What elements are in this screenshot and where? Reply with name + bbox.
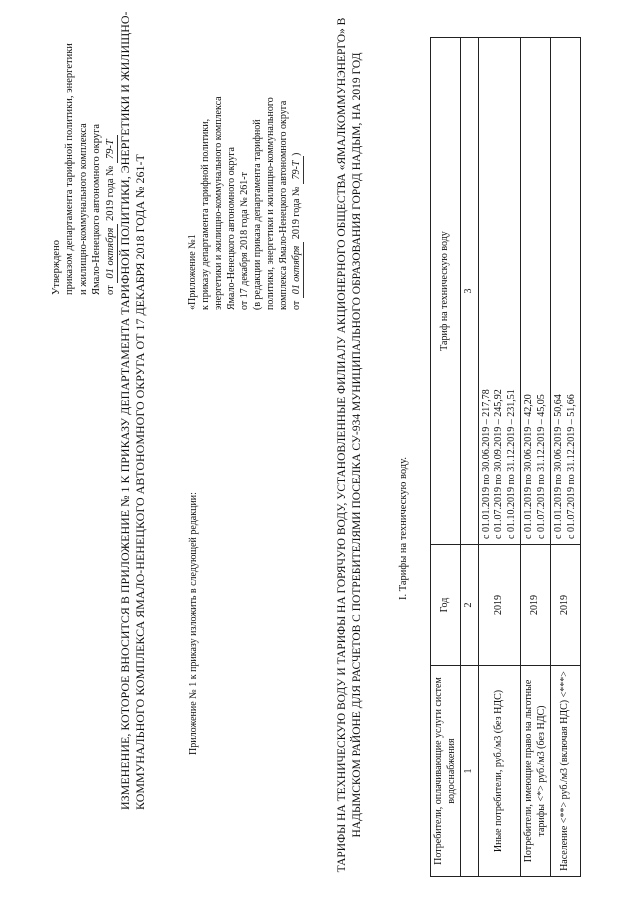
appendix-close: ) — [291, 152, 302, 157]
appendix-number-handwritten: 79-Т — [290, 156, 304, 184]
appendix-line: к приказу департамента тарифной политики, — [200, 118, 211, 310]
approval-date-line — [104, 15, 118, 295]
table-row — [478, 38, 521, 877]
table-number-row — [461, 38, 479, 877]
approval-date-handwritten: 01 октября — [104, 224, 118, 283]
appendix-date-year: 2019 года № — [291, 186, 302, 240]
table-row — [521, 38, 551, 877]
col-number: 1 — [461, 666, 479, 877]
approval-line: и жилищно-коммунального комплекса — [77, 123, 89, 295]
appendix-date-prefix: от — [291, 300, 302, 310]
tariff-line: с 01.07.2019 по 31.12.2019 – 51,66 — [565, 394, 577, 539]
appendix-line: (в редакции приказа департамента тарифной — [252, 119, 263, 310]
tariffs-table — [430, 37, 581, 877]
intro-text: Приложение № 1 к приказу изложить в следующей редакции: — [188, 492, 199, 755]
approval-line: приказом департамента тарифной политики, энергетики — [64, 43, 76, 295]
row-consumer: Иные потребители, руб./м3 (без НДС) — [478, 666, 521, 877]
appendix-line: комплекса Ямало-Ненецкого автономного округа — [278, 100, 289, 310]
appendix-block — [186, 10, 304, 310]
appendix-line: «Приложение №1 — [187, 234, 198, 310]
approval-date-prefix: от — [104, 285, 116, 295]
row-consumer: Население <**> руб./м3 (включая НДС) <***> — [551, 666, 581, 877]
tariff-line: с 01.01.2019 по 30.06.2019 – 42,20 — [523, 394, 534, 539]
table-header-row — [431, 38, 461, 877]
col-number: 3 — [461, 38, 479, 545]
tariff-line: с 01.01.2019 по 30.06.2019 – 50,64 — [553, 394, 564, 539]
row-tariffs — [551, 38, 581, 545]
tariff-line: с 01.07.2019 по 30.09.2019 – 245,92 — [493, 389, 504, 539]
header-year: Год — [431, 545, 461, 666]
header-consumers: Потребители, оплачивающие услуги систем водоснабжения — [431, 666, 461, 877]
header-tariff: Тариф на техническую воду — [431, 38, 461, 545]
appendix-line: энергетики и жилищно-коммунального комплекса — [213, 96, 224, 310]
appendix-line: политики, энергетики и жилищно-коммунального — [265, 97, 276, 310]
approval-line: Утверждено — [51, 240, 62, 295]
tariff-line: с 01.01.2019 по 30.06.2019 – 217,78 — [480, 389, 492, 539]
approval-stamp-block — [50, 15, 118, 295]
section-title: I. Тарифы на техническую воду. — [398, 457, 409, 600]
appendix-date-handwritten: 01 октября — [290, 242, 304, 299]
approval-line: Ямало-Ненецкого автономного округа — [91, 123, 103, 295]
table-row — [551, 38, 581, 877]
approval-date-year: 2019 года № — [104, 165, 116, 222]
approval-number-handwritten: 79-Т — [104, 135, 118, 163]
row-year: 2019 — [478, 545, 521, 666]
tariff-line: с 01.07.2019 по 31.12.2019 – 45,05 — [535, 394, 547, 539]
appendix-line: от 17 декабря 2018 года № 261-т — [239, 172, 250, 310]
col-number: 2 — [461, 545, 479, 666]
amendment-heading: ИЗМЕНЕНИЕ, КОТОРОЕ ВНОСИТСЯ В ПРИЛОЖЕНИЕ № 1 К ПРИКАЗУ ДЕПАРТАМЕНТА ТАРИФНОЙ ПОЛИТИКИ, ЭНЕРГЕТИКИ И ЖИЛИЩНО-КОММУНАЛЬНОГО КОМПЛЕКСА ЯМАЛО-НЕНЕЦКОГО АВТОНОМНОГО ОКРУГА ОТ 17 ДЕКАБРЯ 2018 ГОДА № 261-Т — [118, 11, 148, 810]
row-consumer: Потребители, имеющие право на льготные тарифы <*> руб./м3 (без НДС) — [521, 666, 551, 877]
tariffs-heading: ТАРИФЫ НА ТЕХНИЧЕСКУЮ ВОДУ И ТАРИФЫ НА ГОРЯЧУЮ ВОДУ, УСТАНОВЛЕННЫЕ ФИЛИАЛУ АКЦИОНЕРНОГО ОБЩЕСТВА «ЯМАЛКОММУНЭНЕРГО» В НАДЫМСКОМ РАЙОНЕ ДЛЯ РАСЧЕТОВ С ПОТРЕБИТЕЛЯМИ ПОСЕЛКА СУ-934 МУНИЦИПАЛЬНОГО ОБРАЗОВАНИЯ ГОРОД НАДЫМ, НА 2019 ГОД — [336, 17, 363, 873]
appendix-date-line — [290, 10, 304, 310]
row-year: 2019 — [521, 545, 551, 666]
appendix-line: Ямало-Ненецкого автономного округа — [226, 147, 237, 310]
row-year: 2019 — [551, 545, 581, 666]
row-tariffs — [521, 38, 551, 545]
row-tariffs — [478, 38, 521, 545]
tariff-line: с 01.10.2019 по 31.12.2019 – 231,51 — [505, 389, 517, 539]
